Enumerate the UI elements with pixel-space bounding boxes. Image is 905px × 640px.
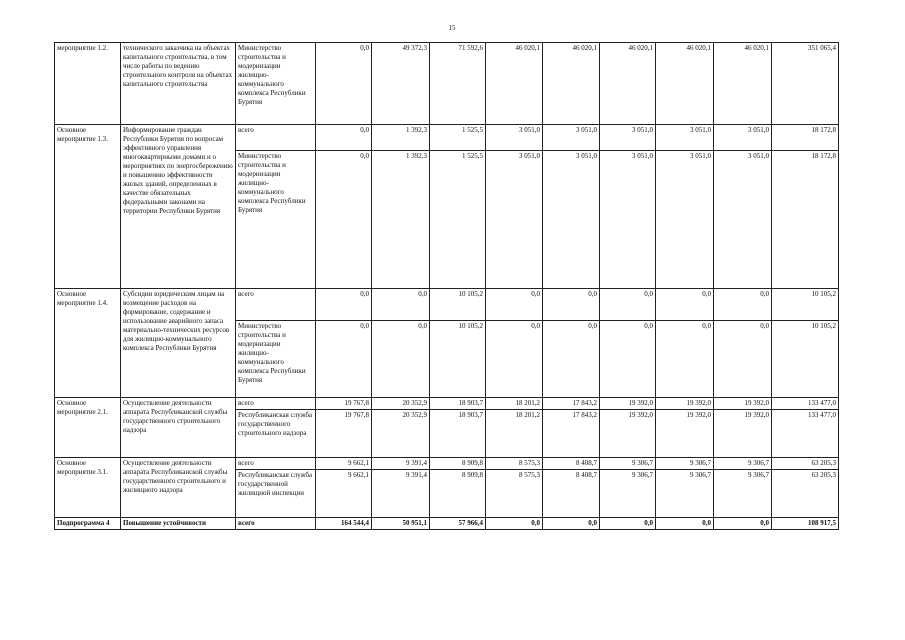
value-cell: 3 051,0 [486,125,543,151]
table-row-subprogram-total [55,518,839,530]
funding-source: Министерство строительства и модернизации жилищно-коммунального комплекса Республики Бурятия [236,43,316,125]
value-cell: 8 408,7 [543,458,600,470]
funding-source: всего [236,398,316,410]
funding-source: всего [236,458,316,470]
value-cell: 9 306,7 [714,470,772,518]
value-cell: 18 903,7 [430,410,486,458]
total-cell: 18 172,8 [772,125,839,151]
value-cell: 0,0 [316,125,372,151]
value-cell: 17 843,2 [543,410,600,458]
value-cell: 8 909,8 [430,470,486,518]
total-cell: 351 065,4 [772,43,839,125]
funding-source: Министерство строительства и модернизации жилищно-коммунального комплекса Республики Бурятия [236,151,316,289]
value-cell: 9 306,7 [600,458,656,470]
value-cell: 8 408,7 [543,470,600,518]
table-row [55,125,839,151]
value-cell: 19 392,0 [714,410,772,458]
value-cell: 46 020,1 [543,43,600,125]
value-cell: 9 391,4 [372,458,430,470]
value-cell: 18 201,2 [486,410,543,458]
value-cell: 164 544,4 [316,518,372,530]
value-cell: 0,0 [316,43,372,125]
activity-description: Осуществление деятельности аппарата Республиканской службы государственного строительного надзора [121,398,236,458]
value-cell: 3 051,0 [543,125,600,151]
value-cell: 18 201,2 [486,398,543,410]
value-cell: 0,0 [714,518,772,530]
value-cell: 8 575,3 [486,470,543,518]
value-cell: 46 020,1 [600,43,656,125]
value-cell: 0,0 [600,518,656,530]
value-cell: 3 051,0 [656,151,714,289]
funding-source: Республиканская служба государственного строительного надзора [236,410,316,458]
value-cell: 8 575,3 [486,458,543,470]
value-cell: 1 525,5 [430,151,486,289]
table-row [55,458,839,470]
value-cell: 0,0 [543,321,600,398]
activity-description: технического заказчика на объектах капитального строительства, в том числе работы по ведению строительного контроля на объектах капитального строительства [121,43,236,125]
table-row [55,289,839,321]
value-cell: 0,0 [656,518,714,530]
total-cell: 18 172,8 [772,151,839,289]
value-cell: 3 051,0 [714,151,772,289]
value-cell: 1 392,3 [372,151,430,289]
value-cell: 18 903,7 [430,398,486,410]
funding-source: всего [236,289,316,321]
value-cell: 3 051,0 [600,151,656,289]
value-cell: 0,0 [486,518,543,530]
value-cell: 57 966,4 [430,518,486,530]
value-cell: 19 392,0 [656,398,714,410]
table-row [55,43,839,125]
value-cell: 10 105,2 [430,289,486,321]
activity-description: Осуществление деятельности аппарата Республиканской службы государственного строительного и жилищного надзора [121,458,236,518]
value-cell: 19 392,0 [600,398,656,410]
activity-name: Основное мероприятие 3.1. [55,458,121,518]
value-cell: 46 020,1 [656,43,714,125]
value-cell: 19 392,0 [600,410,656,458]
activity-name: мероприятие 1.2. [55,43,121,125]
value-cell: 20 352,9 [372,398,430,410]
activity-name: Основное мероприятие 1.3. [55,125,121,289]
total-cell: 133 477,0 [772,398,839,410]
value-cell: 10 105,2 [430,321,486,398]
total-cell: 108 917,5 [772,518,839,530]
total-cell: 10 105,2 [772,321,839,398]
value-cell: 0,0 [714,289,772,321]
funding-source: всего [236,125,316,151]
value-cell: 19 392,0 [656,410,714,458]
value-cell: 20 352,9 [372,410,430,458]
table-row [55,398,839,410]
value-cell: 46 020,1 [486,43,543,125]
page-number: 15 [448,24,456,32]
activity-description: Информирование граждан Республики Бурятия по вопросам эффективного управления многоквартирными домами и о мероприятиях по энергосбережению и повышению эффективности жилых зданий, определенных в качестве обязательных федеральными законами на территории Республики Бурятия [121,125,236,289]
activity-description: Повышение устойчивости [121,518,236,530]
value-cell: 0,0 [600,321,656,398]
total-cell: 133 477,0 [772,410,839,458]
activity-name: Основное мероприятие 2.1. [55,398,121,458]
value-cell: 1 525,5 [430,125,486,151]
value-cell: 8 909,8 [430,458,486,470]
value-cell: 0,0 [316,321,372,398]
value-cell: 0,0 [600,289,656,321]
value-cell: 71 592,6 [430,43,486,125]
funding-source: всего [236,518,316,530]
funding-source: Республиканская служба государственной жилищной инспекции [236,470,316,518]
value-cell: 3 051,0 [543,151,600,289]
activity-description: Субсидии юридическим лицам на возмещение расходов на формирование, содержание и использование аварийного запаса материально-технических ресурсов для жилищно-коммунального комплекса Республики Бурятия [121,289,236,398]
value-cell: 3 051,0 [714,125,772,151]
value-cell: 9 391,4 [372,470,430,518]
value-cell: 9 306,7 [656,470,714,518]
value-cell: 19 392,0 [714,398,772,410]
value-cell: 0,0 [372,321,430,398]
value-cell: 0,0 [656,321,714,398]
funding-source: Министерство строительства и модернизации жилищно-коммунального комплекса Республики Бурятия [236,321,316,398]
value-cell: 9 662,1 [316,458,372,470]
value-cell: 0,0 [543,289,600,321]
value-cell: 3 051,0 [600,125,656,151]
total-cell: 10 105,2 [772,289,839,321]
total-cell: 63 205,3 [772,458,839,470]
activity-name: Основное мероприятие 1.4. [55,289,121,398]
value-cell: 0,0 [543,518,600,530]
value-cell: 9 306,7 [600,470,656,518]
value-cell: 0,0 [656,289,714,321]
value-cell: 49 372,3 [372,43,430,125]
budget-table [54,42,839,530]
value-cell: 9 306,7 [714,458,772,470]
value-cell: 1 392,3 [372,125,430,151]
value-cell: 17 843,2 [543,398,600,410]
value-cell: 3 051,0 [486,151,543,289]
value-cell: 0,0 [316,151,372,289]
value-cell: 0,0 [486,321,543,398]
value-cell: 0,0 [714,321,772,398]
value-cell: 46 020,1 [714,43,772,125]
value-cell: 50 951,1 [372,518,430,530]
value-cell: 9 306,7 [656,458,714,470]
value-cell: 9 662,1 [316,470,372,518]
value-cell: 19 767,8 [316,398,372,410]
value-cell: 0,0 [372,289,430,321]
value-cell: 19 767,8 [316,410,372,458]
total-cell: 63 205,3 [772,470,839,518]
value-cell: 3 051,0 [656,125,714,151]
value-cell: 0,0 [316,289,372,321]
value-cell: 0,0 [486,289,543,321]
activity-name: Подпрограмма 4 [55,518,121,530]
